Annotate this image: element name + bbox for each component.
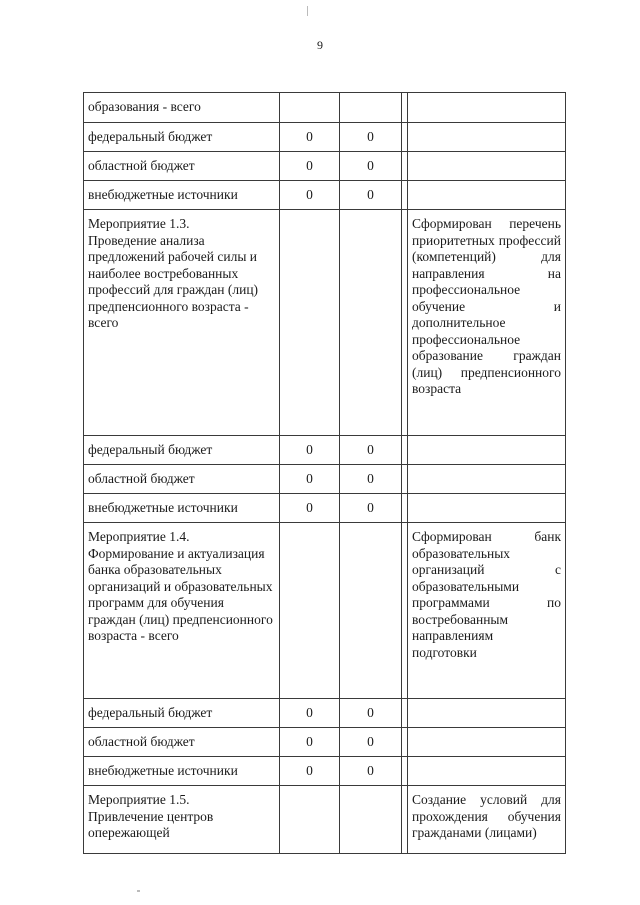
result-cell: Сформирован банк образовательных организаций с образовательными программами по востребованным направлениям подготовки — [408, 523, 566, 699]
value-cell-2: 0 — [340, 436, 402, 465]
row-label: внебюджетные источники — [84, 757, 280, 786]
table-row — [84, 523, 566, 699]
value-cell-1 — [280, 786, 340, 854]
result-cell — [408, 699, 566, 728]
table-row — [84, 465, 566, 494]
value-cell-1: 0 — [280, 757, 340, 786]
value-cell-1: 0 — [280, 465, 340, 494]
row-label: образования - всего — [84, 93, 280, 123]
row-label: областной бюджет — [84, 152, 280, 181]
result-cell — [408, 152, 566, 181]
result-cell — [408, 181, 566, 210]
value-cell-1: 0 — [280, 436, 340, 465]
value-cell-1 — [280, 210, 340, 436]
row-label: внебюджетные источники — [84, 494, 280, 523]
row-label: областной бюджет — [84, 728, 280, 757]
value-cell-2 — [340, 523, 402, 699]
table-row — [84, 93, 566, 123]
event-description — [84, 210, 280, 436]
value-cell-2: 0 — [340, 494, 402, 523]
result-cell — [408, 93, 566, 123]
value-cell-2: 0 — [340, 181, 402, 210]
value-cell-1: 0 — [280, 123, 340, 152]
table-row — [84, 152, 566, 181]
value-cell-1: 0 — [280, 699, 340, 728]
value-cell-1 — [280, 93, 340, 123]
row-label: внебюджетные источники — [84, 181, 280, 210]
value-cell-2: 0 — [340, 152, 402, 181]
result-cell — [408, 728, 566, 757]
table-row — [84, 699, 566, 728]
value-cell-2 — [340, 93, 402, 123]
value-cell-1: 0 — [280, 494, 340, 523]
table-row — [84, 728, 566, 757]
value-cell-2: 0 — [340, 728, 402, 757]
table-row — [84, 757, 566, 786]
value-cell-2 — [340, 786, 402, 854]
row-label: областной бюджет — [84, 465, 280, 494]
event-description — [84, 786, 280, 854]
row-label: федеральный бюджет — [84, 699, 280, 728]
result-cell — [408, 123, 566, 152]
program-events-table — [83, 92, 566, 854]
table-row — [84, 181, 566, 210]
scan-speck — [137, 890, 140, 892]
result-cell — [408, 757, 566, 786]
value-cell-1: 0 — [280, 728, 340, 757]
value-cell-1: 0 — [280, 181, 340, 210]
value-cell-2: 0 — [340, 123, 402, 152]
value-cell-1: 0 — [280, 152, 340, 181]
value-cell-1 — [280, 523, 340, 699]
top-edge-mark — [307, 6, 308, 16]
event-description — [84, 523, 280, 699]
value-cell-2 — [340, 210, 402, 436]
value-cell-2: 0 — [340, 699, 402, 728]
event-text: Мероприятие 1.5. Привлечение центров опережающей — [88, 792, 214, 840]
row-label: федеральный бюджет — [84, 436, 280, 465]
result-cell — [408, 465, 566, 494]
table-row — [84, 123, 566, 152]
event-text: Мероприятие 1.4. Формирование и актуализация банка образовательных организаций и образовательных программ для обучения граждан (лиц) предпенсионного возраста - всего — [88, 529, 273, 643]
event-text: Мероприятие 1.3. Проведение анализа предложений рабочей силы и наиболее востребованных профессий для граждан (лиц) предпенсионного возраста - всего — [88, 216, 259, 330]
page-number: 9 — [317, 38, 323, 52]
value-cell-2: 0 — [340, 465, 402, 494]
result-cell: Сформирован перечень приоритетных профессий (компетенций) для направления на профессиональное обучение и дополнительное профессиональное образование граждан (лиц) предпенсионного возраста — [408, 210, 566, 436]
result-cell — [408, 494, 566, 523]
table-row — [84, 210, 566, 436]
row-label: федеральный бюджет — [84, 123, 280, 152]
result-cell: Создание условий для прохождения обучения гражданами (лицами) — [408, 786, 566, 854]
table-row — [84, 786, 566, 854]
result-cell — [408, 436, 566, 465]
value-cell-2: 0 — [340, 757, 402, 786]
table-row — [84, 494, 566, 523]
table-row — [84, 436, 566, 465]
